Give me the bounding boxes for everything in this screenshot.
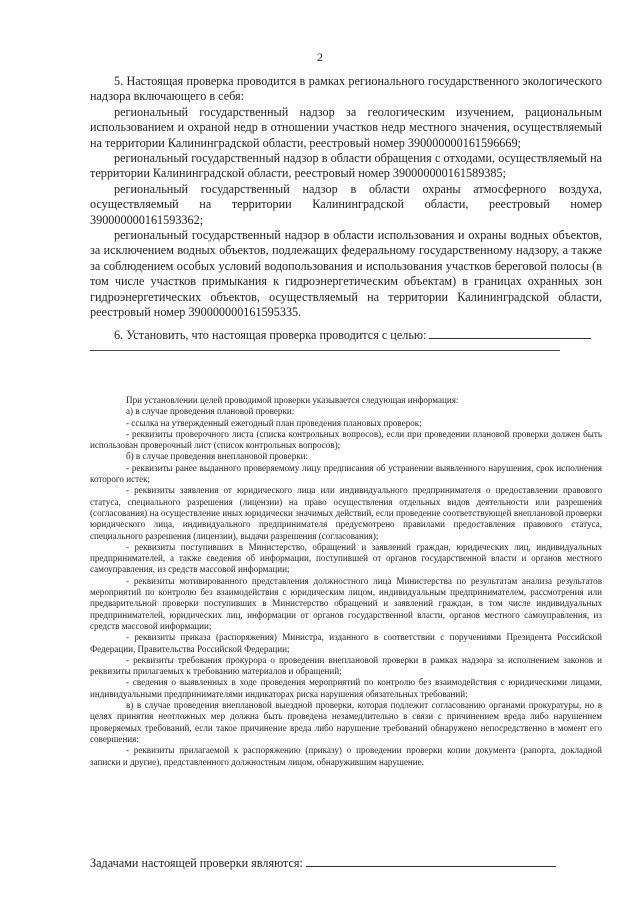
note-line: - реквизиты проверочного листа (списка контрольных вопросов), если при проведении плановой проверки должен быть использован проверочный лист (список контрольных вопросов); [90,428,602,451]
page-number: 2 [317,50,323,64]
note-line: - ссылка на утвержденный ежегодный план проведения плановых проверок; [126,417,422,428]
item-6-line [90,327,602,343]
purpose-blank-line [429,327,591,339]
tasks-blank-line [306,855,556,867]
item-6-label: 6. Установить, что настоящая проверка проводится с целью: [114,327,427,342]
tasks-line [90,855,602,871]
note-line: б) в случае проведения внеплановой проверки: [126,451,309,462]
purpose-blank-line-2 [90,350,560,351]
note-line: - реквизиты поступивших в Министерство, обращений и заявлений граждан, юридических лиц, индивидуальных предпринимателей, а также сведения об информации, поступившей от органов государственной власти и органов местного самоуправления, из средств массовой информации; [90,541,602,575]
note-line: - реквизиты прилагаемой к распоряжению (приказу) о проведении проверки копии документа (рапорта, докладной записки и другие), представленного должностным лицом, обнаружившим нарушение. [90,745,602,767]
supervision-point: региональный государственный надзор в области охраны атмосферного воздуха, осуществляемый на территории Калининградской области, реестровый номер 390000000161593362; [90,181,602,227]
item-5-section [90,74,602,351]
note-line: - реквизиты ранее выданного проверяемому лицу предписания об устранении выявленного нарушения, срок исполнения которого истек; [90,462,602,485]
tasks-label: Задачами настоящей проверки являются: [90,856,303,870]
supervision-point: региональный государственный надзор за геологическим изучением, рациональным использованием и охраной недр в отношении участков недр местного значения, осуществляемый на территории Калининградской области, реестровый номер 390000000161596669; [90,104,602,150]
supervision-point: региональный государственный надзор в области использования и охраны водных объектов, за исключением водных объектов, подлежащих федеральному государственному надзору, а также за соблюдением особых условий водопользования и использования участков береговой полосы (в том числе участков примыкания к гидроэнергетическим объектам) в границах охранных зон гидроэнергетических объектов, осуществляемый на территории Калининградской области, реестровый номер 390000000161595335. [90,228,602,320]
note-line: - реквизиты мотивированного представления должностного лица Министерства по результатам анализа результатов мероприятий по контролю без взаимодействия с юридическим лицом, индивидуальным предпринимателем, рассмотрения или предварительной проверки поступивших в Министерство обращений и заявлений граждан, в том числе индивидуальных предпринимателей, юридических лиц, информации от органов государственной власти, органов местного самоуправления, из средств массовой информации; [90,575,602,631]
note-line: в) в случае проведения внеплановой выездной проверки, которая подлежит согласованию органами прокуратуры, но в целях принятия неотложных мер должна быть проведена незамедлительно в связи с причинением вреда либо нарушением проверяемых требований, если такое причинение вреда либо нарушение требований обнаружено непосредственно в момент его совершения: [90,700,602,744]
supervision-point: региональный государственный надзор в области обращения с отходами, осуществляемый на территории Калининградской области, реестровый номер 390000000161589385; [90,151,602,181]
note-line: - реквизиты приказа (распоряжения) Министра, изданного в соответствии с поручениями Президента Российской Федерации, Правительства Российской Федерации; [90,632,602,654]
item-5-intro: 5. Настоящая проверка проводится в рамках регионального государственного экологического надзора включающего в себя: [90,74,602,104]
note-line: - реквизиты требования прокурора о проведении внеплановой проверки в рамках надзора за исполнением законов и реквизиты прилагаемых к требованию материалов и обращений; [90,654,602,677]
note-line: - сведения о выявленных в ходе проведения мероприятий по контролю без взаимодействия с юридическими лицами, индивидуальными предпринимателями индикаторах риска нарушения обязательных требований; [90,677,602,699]
purpose-notes [90,395,602,768]
note-line: а) в случае проведения плановой проверки: [126,406,295,417]
note-line: - реквизиты заявления от юридического лица или индивидуального предпринимателя о предоставлении правового статуса, специального разрешения (лицензии) на право осуществления отдельных видов деятельности или разрешения (согласования) на осуществление иных юридически значимых действий, если проведение соответствующей внеплановой проверки юридического лица, индивидуального предпринимателя предусмотрено правилами предоставления правового статуса, специального разрешения (лицензии), выдачи разрешения (согласования); [90,485,602,541]
note-line: При установлении целей проводимой проверки указывается следующая информация: [126,395,459,405]
